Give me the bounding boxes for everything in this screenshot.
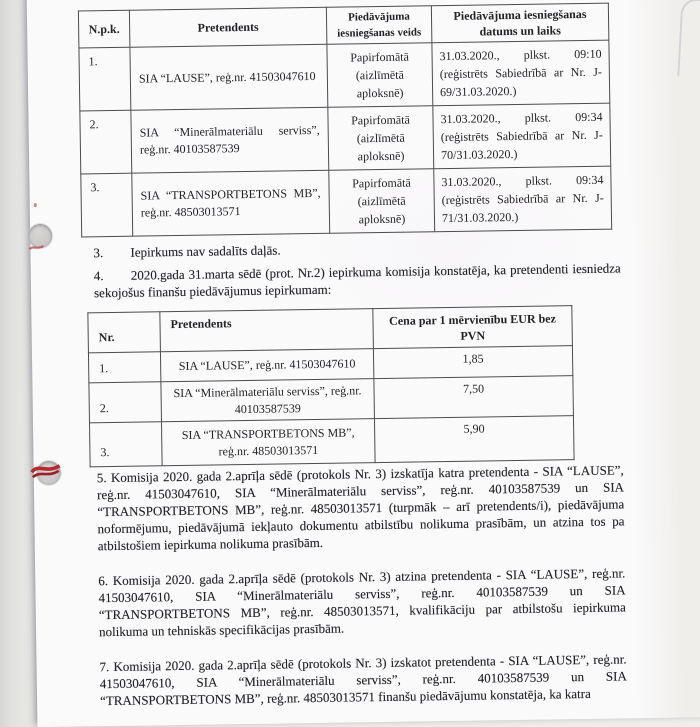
column-header-pretendents: Pretendents <box>160 309 374 352</box>
cell-cena: 1,85 <box>373 346 572 379</box>
cell-nr: 2. <box>89 382 162 423</box>
cell-veids: Papirfomātā (aizlīmētā aploksnē) <box>329 169 435 234</box>
cell-datums: 31.03.2020., plkst. 09:34 (reģistrēts Sabiedrībā ar Nr. J-71/31.03.2020.) <box>434 166 612 232</box>
cell-veids: Papirfomātā (aizlīmētā aploksnē) <box>327 43 433 108</box>
cell-pretendents: SIA “TRANSPORTBETONS MB”, reģ.nr. 48503013571 <box>132 170 330 236</box>
table-row <box>89 416 574 467</box>
table-row <box>79 40 610 111</box>
column-header-datums: Piedāvājuma iesniegšanas datums un laiks <box>431 3 609 43</box>
paragraph-7: 7. Komisija 2020. gada 2.aprīļa sēdē (protokols Nr. 3) izskatot pretendenta - SIA “LAUSE”, reģ.nr. 41503047610, SIA “Minerālmateriālu serviss”, reģ.nr. 40103587539 un SIA “TRANSPORTBETONS MB”, reģ.nr. 48503013571 finanšu piedāvājumu konstatēja, ka katra <box>99 651 627 709</box>
offers-submission-table <box>78 3 612 238</box>
table-row <box>80 103 611 174</box>
table-row <box>81 166 612 237</box>
paragraph-5: 5. Komisija 2020. gada 2.aprīļa sēdē (protokols Nr. 3) izskatīja katra pretendenta - SIA “LAUSE”, reģ.nr. 41503047610, SIA “Minerālmateriālu serviss”, reģ.nr. 40103587539 un SIA “TRANSPORTBETONS MB”, reģ.nr. 48503013571 (turpmāk – arī pretendents/i), piedāvājuma noformējumu, piedāvājumā iekļauto dokumentu atbilstību nolikuma prasībām, un atzina tos pa atbilstošiem iepirkuma nolikuma prasībām. <box>96 462 625 554</box>
column-header-cena: Cena par 1 mērvienību EUR bez PVN <box>373 306 573 349</box>
cell-pretendents: SIA “Minerālmateriālu serviss”, reģ.nr. 40103587539 <box>131 107 329 173</box>
cell-cena: 5,90 <box>374 416 574 463</box>
red-thread-mark-icon <box>28 241 46 253</box>
cell-pretendents: SIA “Minerālmateriālu serviss”, reģ.nr. 40103587539 <box>161 379 375 422</box>
column-header-veids: Piedāvājuma iesniegšanas veids <box>326 6 432 45</box>
column-header-npk: N.p.k. <box>78 10 130 48</box>
cell-npk: 3. <box>81 173 133 237</box>
page-corner-artifact <box>677 0 700 78</box>
cell-pretendents: SIA “LAUSE”, reģ.nr. 41503047610 <box>160 349 373 382</box>
red-speck <box>34 203 37 207</box>
cell-nr: 1. <box>88 352 160 383</box>
cell-pretendents: SIA “TRANSPORTBETONS MB”, reģ.nr. 48503013571 <box>161 419 375 466</box>
paragraph-text: 2020.gada 31.marta sēdē (prot. Nr.2) iepirkuma komisija konstatēja, ka pretendenti iesniedza sekojošus finanšu piedāvājumus iepirkumam: <box>93 260 621 301</box>
cell-veids: Papirfomātā (aizlīmētā aploksnē) <box>328 106 434 171</box>
paragraph-number: 3. <box>93 245 104 261</box>
document-page <box>27 0 700 727</box>
cell-datums: 31.03.2020., plkst. 09:10 (reģistrēts Sabiedrībā ar Nr. J-69/31.03.2020.) <box>432 40 610 106</box>
price-offers-table <box>87 305 574 467</box>
column-header-pretendents: Pretendents <box>129 7 327 47</box>
cell-npk: 1. <box>79 47 131 111</box>
red-binding-thread-icon <box>30 459 64 484</box>
paragraph-6: 6. Komisija 2020. gada 2.aprīļa sēdē (protokols Nr. 3) atzina pretendenta - SIA “LAUSE”, reģ.nr. 41503047610, SIA “Minerālmateriālu serviss”, reģ.nr. 40103587539 un SIA “TRANSPORTBETONS MB”, reģ.nr. 48503013571, kvalifikāciju par atbilstošu iepirkuma nolikuma un tehniskās specifikācijas prasībām. <box>98 565 626 640</box>
column-header-nr: Nr. <box>88 312 161 353</box>
cell-npk: 2. <box>80 110 132 174</box>
paragraph-number: 4. <box>93 268 104 284</box>
cell-datums: 31.03.2020., plkst. 09:34 (reģistrēts Sabiedrībā ar Nr. J-70/31.03.2020.) <box>433 103 611 169</box>
paragraph-text: Iepirkums nav sadalīts daļās. <box>130 242 281 260</box>
paragraph-3 <box>93 236 620 261</box>
paragraph-4 <box>94 259 621 301</box>
cell-cena: 7,50 <box>374 376 574 419</box>
cell-pretendents: SIA “LAUSE”, reģ.nr. 41503047610 <box>130 44 328 110</box>
cell-nr: 3. <box>89 422 162 467</box>
